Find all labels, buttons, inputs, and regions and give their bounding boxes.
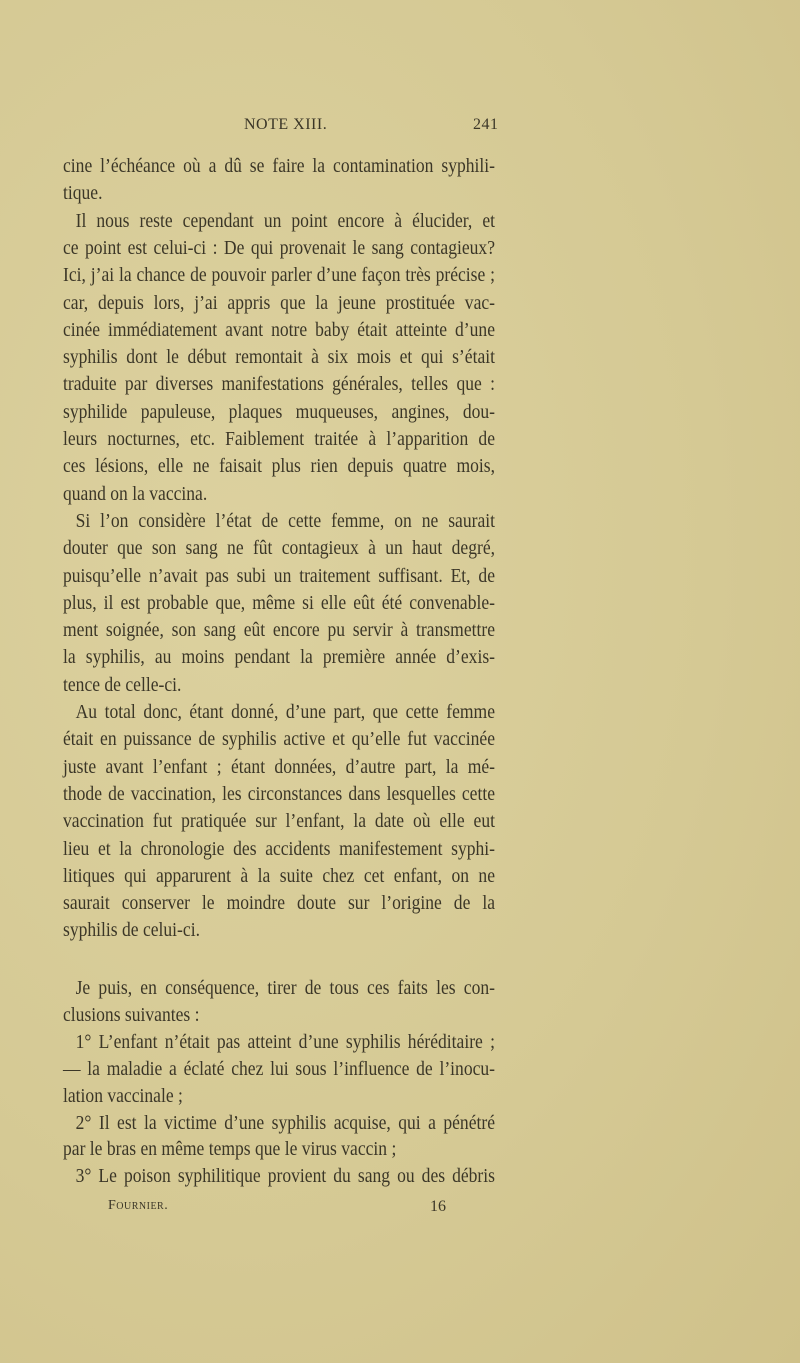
page-number: 241 — [473, 116, 499, 133]
signature-mark: 16 — [430, 1198, 446, 1215]
text-line: syphilis de celui-ci. — [63, 920, 200, 942]
text-line: Ici, j’ai la chance de pouvoir parler d’une façon très précise ; — [63, 265, 495, 287]
text-line: lation vaccinale ; — [63, 1085, 183, 1107]
text-line: puisqu’elle n’avait pas subi un traitement suffisant. Et, de — [63, 565, 495, 587]
text-line: la syphilis, au moins pendant la première année d’exis- — [63, 647, 495, 669]
text-line: ce point est celui-ci : De qui provenait le sang contagieux? — [63, 237, 495, 259]
text-line: syphilis dont le début remontait à six mois et qui s’était — [63, 347, 495, 369]
text-line: lieu et la chronologie des accidents manifestement syphi- — [63, 838, 495, 860]
text-line: juste avant l’enfant ; étant données, d’autre part, la mé- — [63, 756, 495, 778]
text-line: Il nous reste cependant un point encore à élucider, et — [75, 210, 495, 232]
text-line: ment soignée, son sang eût encore pu servir à transmettre — [63, 620, 495, 642]
text-line: thode de vaccination, les circonstances dans lesquelles cette — [63, 783, 495, 805]
text-line: vaccination fut pratiquée sur l’enfant, la date où elle eut — [63, 811, 495, 833]
text-line: car, depuis lors, j’ai appris que la jeune prostituée vac- — [63, 292, 495, 314]
text-line: tique. — [63, 183, 103, 205]
text-line: Si l’on considère l’état de cette femme, on ne saurait — [75, 510, 495, 532]
text-line: litiques qui apparurent à la suite chez cet enfant, on ne — [63, 865, 495, 887]
text-line: tence de celle-ci. — [63, 674, 182, 696]
text-line: 3° Le poison syphilitique provient du sang ou des débris — [75, 1166, 495, 1188]
text-line: 2° Il est la victime d’une syphilis acquise, qui a pénétré — [75, 1112, 495, 1134]
text-line: était en puissance de syphilis active et qu’elle fut vaccinée — [63, 729, 495, 751]
text-line: 1° L’enfant n’était pas atteint d’une syphilis héréditaire ; — [75, 1031, 495, 1053]
text-line: plus, il est probable que, même si elle eût été convenable- — [63, 592, 495, 614]
running-header: NOTE XIII. — [244, 116, 328, 133]
text-line: cinée immédiatement avant notre baby était atteinte d’une — [63, 319, 495, 341]
text-line: quand on la vaccina. — [63, 483, 208, 505]
footer-author: Fournier. — [108, 1198, 169, 1213]
text-line: Au total donc, étant donné, d’une part, que cette femme — [75, 702, 495, 723]
text-line: Je puis, en conséquence, tirer de tous ces faits les con- — [75, 978, 495, 999]
text-line: syphilide papuleuse, plaques muqueuses, angines, dou- — [63, 401, 495, 423]
text-line: — la maladie a éclaté chez lui sous l’influence de l’inocu- — [63, 1058, 495, 1080]
text-line: saurait conserver le moindre doute sur l’origine de la — [63, 893, 495, 915]
text-line: leurs nocturnes, etc. Faiblement traitée à l’apparition de — [63, 429, 495, 450]
text-line: cine l’échéance où a dû se faire la contamination syphili- — [63, 156, 495, 177]
text-line: douter que son sang ne fût contagieux à un haut degré, — [63, 538, 495, 560]
text-line: clusions suivantes : — [63, 1004, 200, 1026]
text-line: ces lésions, elle ne faisait plus rien depuis quatre mois, — [63, 456, 495, 478]
text-line: par le bras en même temps que le virus vaccin ; — [63, 1139, 397, 1161]
text-line: traduite par diverses manifestations générales, telles que : — [63, 374, 495, 396]
